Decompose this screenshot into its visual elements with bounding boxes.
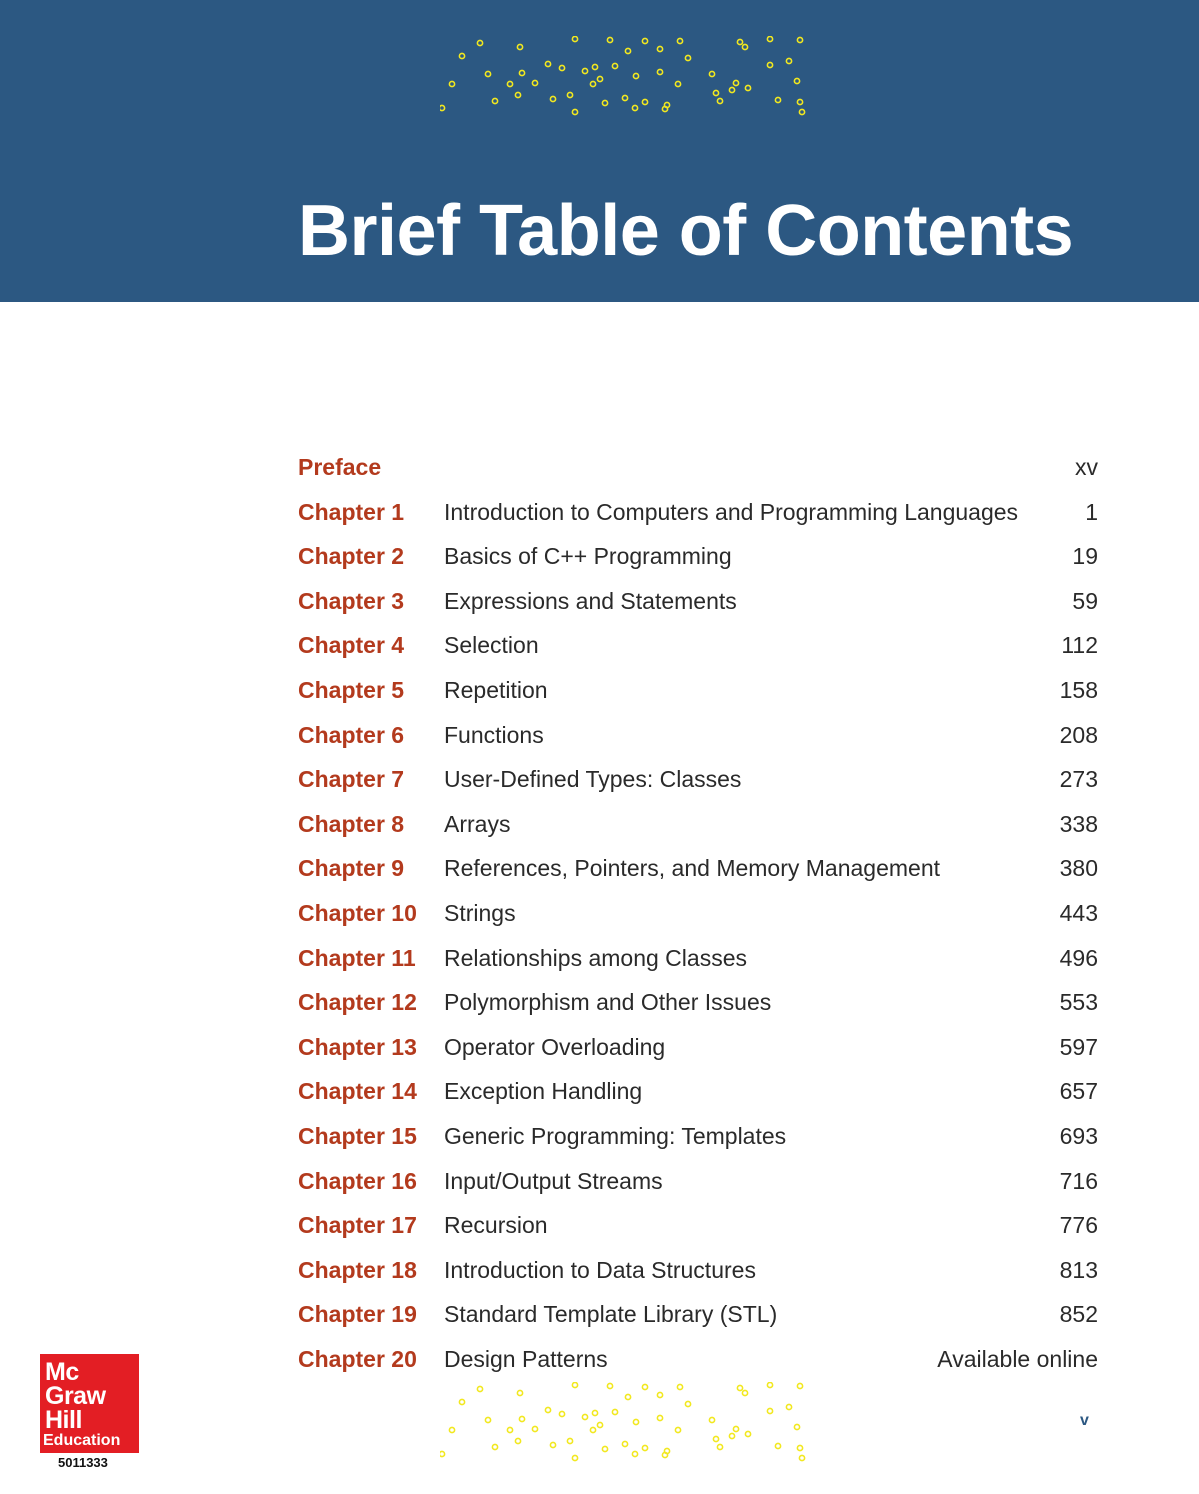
logo-text-education: Education: [43, 1432, 121, 1449]
toc-page: 19: [1072, 543, 1098, 570]
toc-row-chapter-13[interactable]: [298, 1028, 1098, 1073]
toc-title: Recursion: [444, 1212, 548, 1239]
toc-title: Introduction to Data Structures: [444, 1256, 756, 1283]
toc-page: 597: [1059, 1033, 1098, 1060]
toc-page: 776: [1059, 1212, 1098, 1239]
toc-row-chapter-5[interactable]: [298, 671, 1098, 716]
toc-label: Chapter 4: [298, 632, 405, 659]
toc-label: Chapter 12: [298, 989, 417, 1016]
toc-title: Operator Overloading: [444, 1033, 666, 1060]
toc-title: Design Patterns: [444, 1345, 608, 1372]
decorative-dots-bottom: [440, 1382, 810, 1462]
toc-title: Selection: [444, 632, 539, 659]
toc-row-chapter-9[interactable]: [298, 849, 1098, 894]
toc-label: Chapter 2: [298, 543, 405, 570]
toc-title: Standard Template Library (STL): [444, 1301, 778, 1328]
toc-title: Functions: [444, 721, 544, 748]
toc-row-chapter-17[interactable]: [298, 1206, 1098, 1251]
decorative-dots-top: [440, 36, 810, 116]
toc-page: 338: [1059, 810, 1098, 837]
toc-page: 443: [1059, 899, 1098, 926]
toc-title: Introduction to Computers and Programming Languages: [444, 498, 1019, 525]
toc-title: Expressions and Statements: [444, 587, 737, 614]
toc-title: Exception Handling: [444, 1078, 643, 1105]
toc-page: xv: [1075, 454, 1098, 480]
toc-label: Chapter 19: [298, 1301, 417, 1328]
toc-label: Chapter 17: [298, 1212, 417, 1239]
toc-label: Chapter 8: [298, 810, 405, 837]
table-of-contents: [298, 448, 1098, 1384]
toc-label: Chapter 18: [298, 1256, 417, 1283]
toc-label: Chapter 14: [298, 1078, 417, 1105]
toc-label: Chapter 1: [298, 498, 405, 525]
toc-row-chapter-7[interactable]: [298, 760, 1098, 805]
toc-row-chapter-16[interactable]: [298, 1162, 1098, 1207]
toc-label: Chapter 16: [298, 1167, 417, 1194]
toc-page: 158: [1059, 676, 1098, 703]
toc-page: Available online: [937, 1345, 1098, 1372]
toc-row-chapter-8[interactable]: [298, 805, 1098, 850]
toc-page: 553: [1059, 989, 1098, 1016]
toc-label: Chapter 15: [298, 1122, 417, 1149]
toc-title: Strings: [444, 899, 516, 926]
toc-label: Chapter 10: [298, 899, 417, 926]
logo-code: 5011333: [58, 1455, 108, 1470]
toc-title: Relationships among Classes: [444, 944, 747, 971]
toc-page: 1: [1085, 498, 1098, 525]
toc-label: Chapter 3: [298, 587, 405, 614]
toc-title: Basics of C++ Programming: [444, 543, 732, 570]
toc-label: Chapter 6: [298, 721, 405, 748]
toc-title: Polymorphism and Other Issues: [444, 989, 772, 1016]
toc-title: Repetition: [444, 676, 548, 703]
toc-title: Input/Output Streams: [444, 1167, 663, 1194]
toc-row-chapter-6[interactable]: [298, 716, 1098, 761]
toc-row-chapter-12[interactable]: [298, 983, 1098, 1028]
toc-page: 380: [1059, 855, 1098, 882]
toc-page: 852: [1059, 1301, 1098, 1328]
toc-row-chapter-3[interactable]: [298, 582, 1098, 627]
toc-page: 112: [1061, 632, 1098, 659]
toc-label: Chapter 7: [298, 766, 405, 793]
toc-row-chapter-18[interactable]: [298, 1251, 1098, 1296]
toc-row-chapter-4[interactable]: [298, 626, 1098, 671]
toc-page: 273: [1059, 766, 1098, 793]
logo-text-line: Mc: [45, 1358, 79, 1386]
header-banner: [0, 0, 1199, 302]
toc-row-chapter-15[interactable]: [298, 1117, 1098, 1162]
logo-text-line: Hill: [45, 1406, 82, 1434]
toc-label: Preface: [298, 454, 382, 480]
toc-page: 813: [1059, 1256, 1098, 1283]
toc-page: 208: [1059, 721, 1098, 748]
toc-title: References, Pointers, and Memory Management: [444, 855, 941, 882]
toc-row-chapter-10[interactable]: [298, 894, 1098, 939]
toc-label: Chapter 20: [298, 1345, 417, 1372]
page-number: v: [1080, 1412, 1089, 1429]
publisher-logo: [40, 1354, 139, 1453]
toc-label: Chapter 11: [298, 944, 416, 971]
toc-row-preface[interactable]: [298, 448, 1098, 493]
toc-label: Chapter 9: [298, 855, 405, 882]
toc-page: 693: [1059, 1122, 1098, 1149]
toc-page: 496: [1059, 944, 1098, 971]
page-title: Brief Table of Contents: [298, 191, 1074, 271]
toc-row-chapter-14[interactable]: [298, 1072, 1098, 1117]
toc-title: Arrays: [444, 810, 511, 837]
toc-row-chapter-11[interactable]: [298, 939, 1098, 984]
toc-page: 657: [1059, 1078, 1098, 1105]
toc-page: 716: [1059, 1167, 1098, 1194]
toc-title: Generic Programming: Templates: [444, 1122, 787, 1149]
logo-text-line: Graw: [45, 1382, 106, 1410]
toc-label: Chapter 13: [298, 1033, 417, 1060]
toc-row-chapter-19[interactable]: [298, 1295, 1098, 1340]
toc-title: User-Defined Types: Classes: [444, 766, 742, 793]
toc-row-chapter-20[interactable]: [298, 1340, 1098, 1385]
toc-row-chapter-1[interactable]: [298, 493, 1098, 538]
toc-label: Chapter 5: [298, 676, 405, 703]
toc-row-chapter-2[interactable]: [298, 537, 1098, 582]
toc-page: 59: [1072, 587, 1098, 614]
